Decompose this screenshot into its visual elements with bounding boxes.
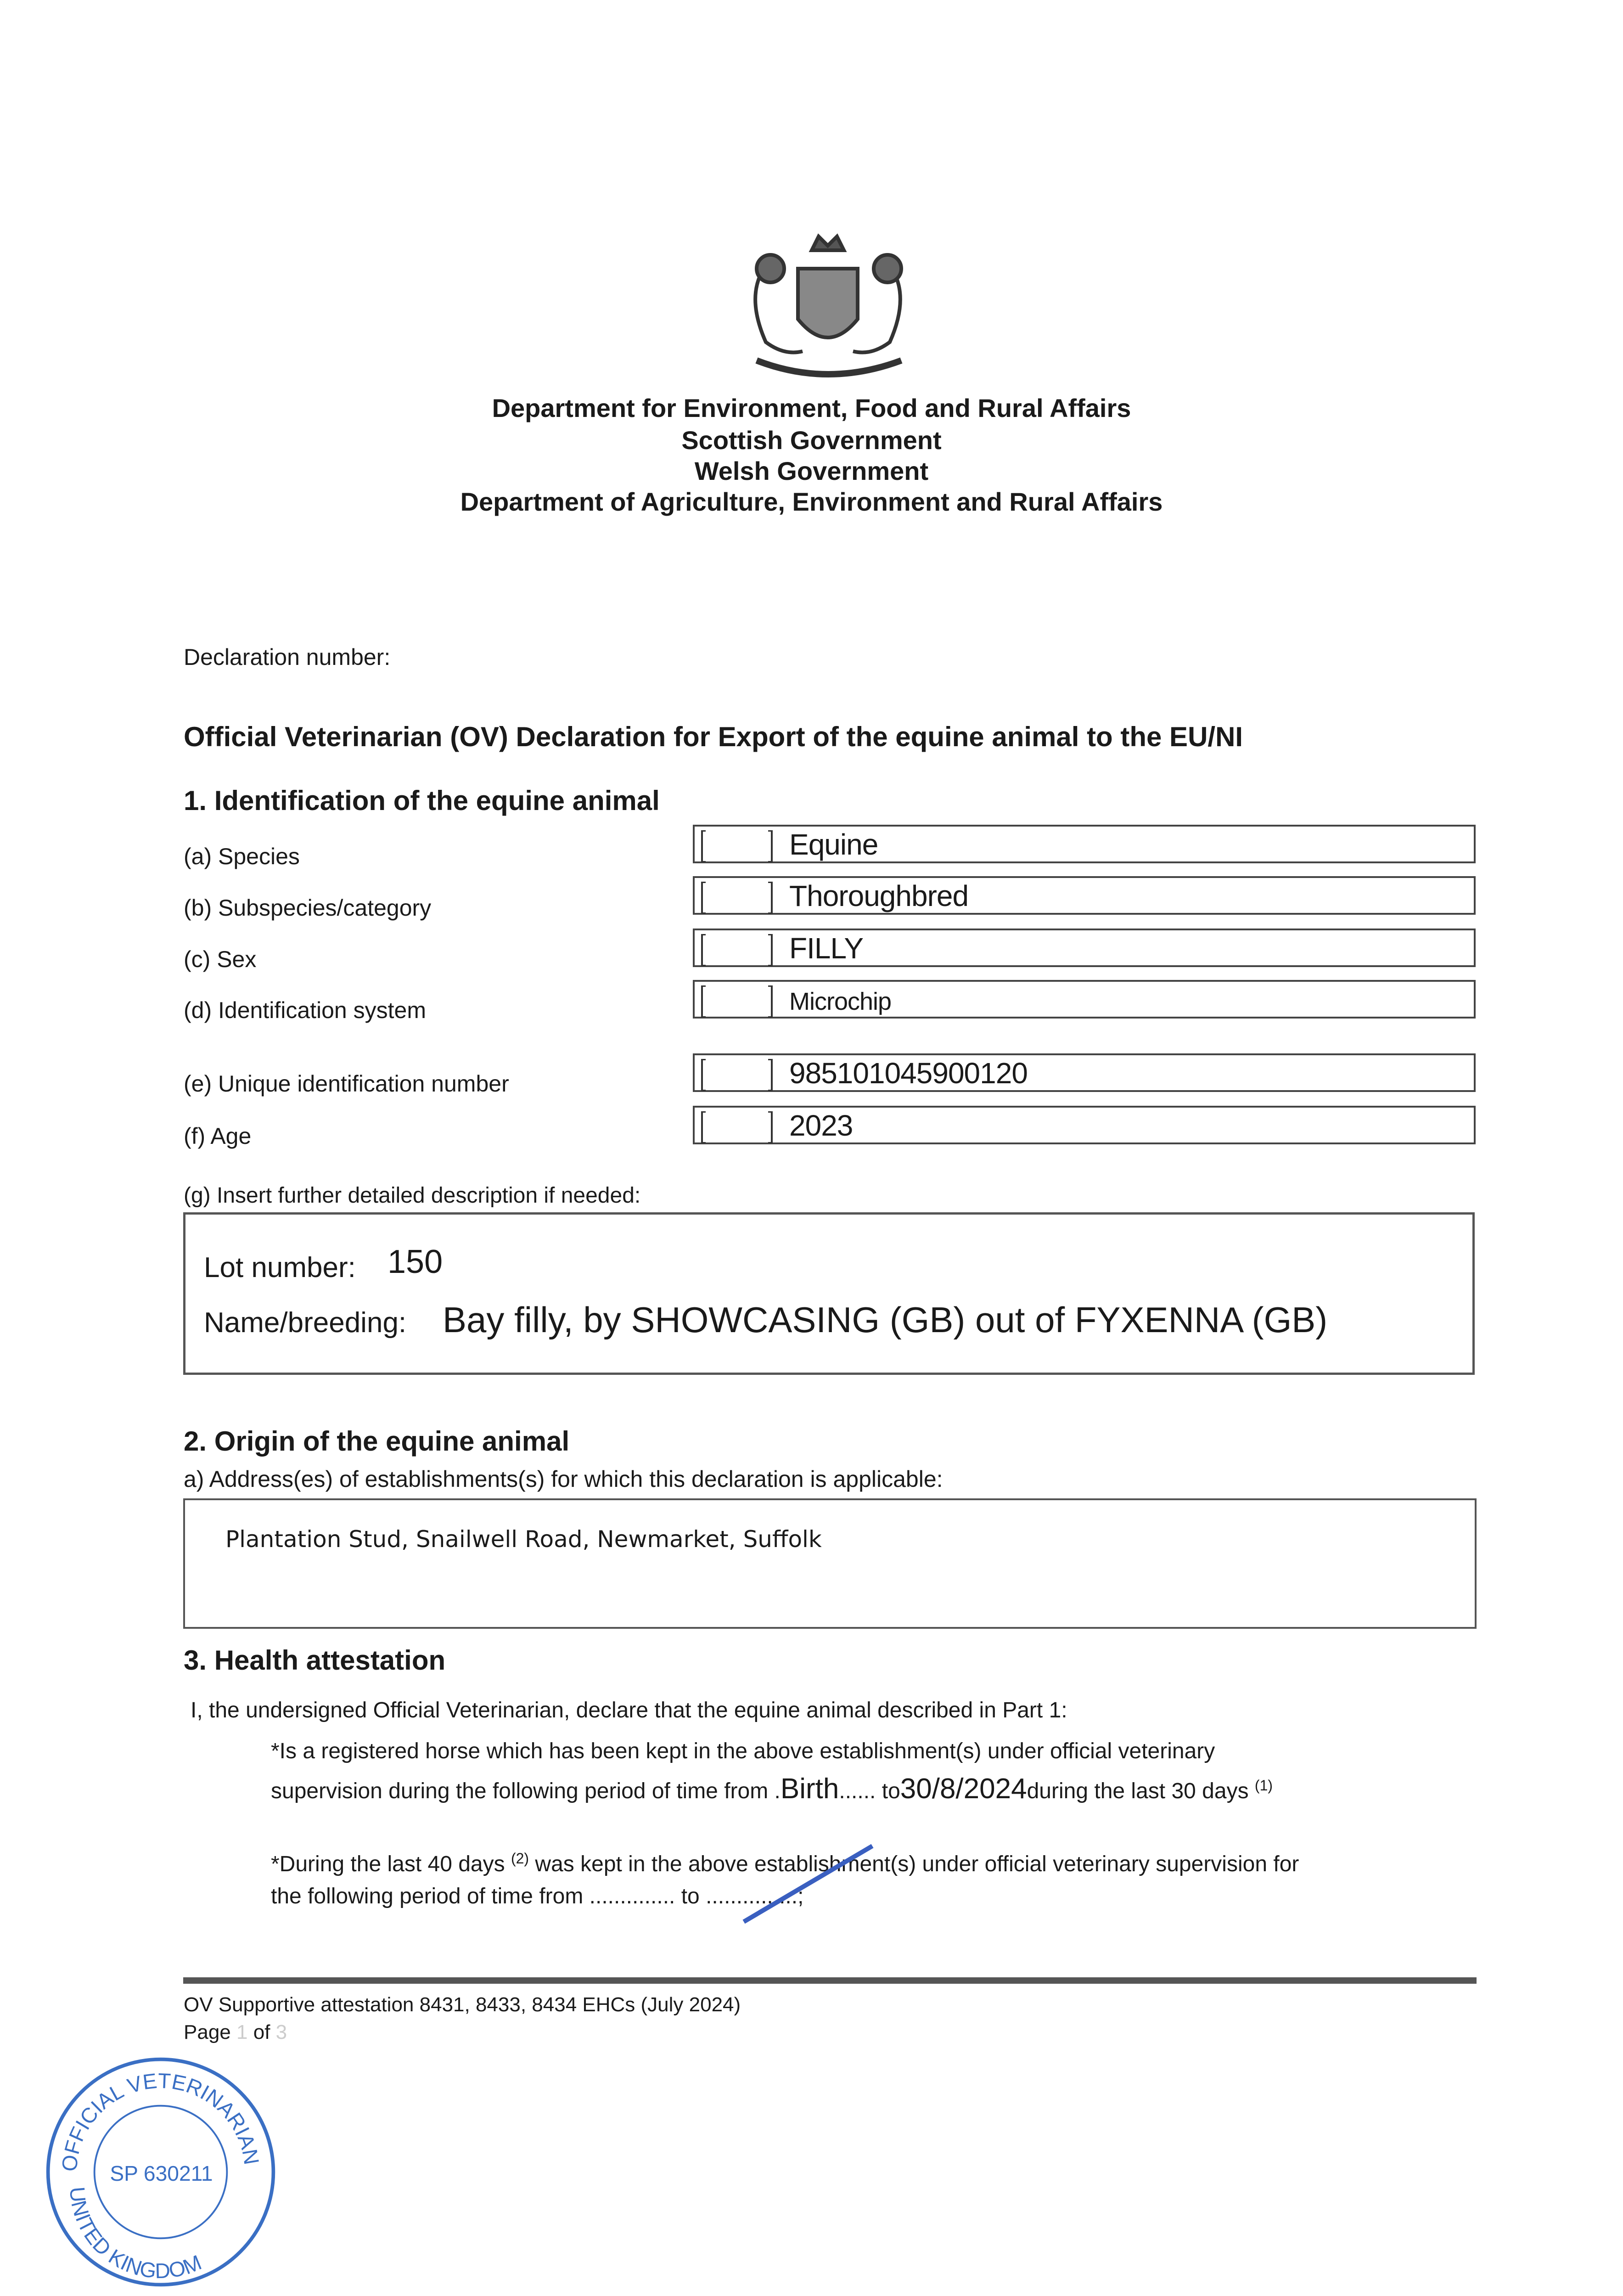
field-value: Equine <box>789 828 878 861</box>
lot-number-label: Lot number: <box>204 1252 356 1283</box>
field-label: (d) Identification system <box>184 997 426 1023</box>
unique-id-field <box>693 1053 1476 1092</box>
strike-through-mark <box>735 1837 882 1929</box>
section-2-subheading: a) Address(es) of establishments(s) for which this declaration is applicable: <box>184 1466 943 1492</box>
field-value: Microchip <box>789 988 892 1015</box>
section-1-heading: 1. Identification of the equine animal <box>184 785 660 816</box>
header-line: Scottish Government <box>681 426 942 455</box>
footnote-ref: (1) <box>1254 1777 1273 1794</box>
text: was kept in the above establishment(s) under official veterinary supervision for <box>535 1852 1299 1876</box>
address-value: Plantation Stud, Snailwell Road, Newmarket, Suffolk <box>225 1526 822 1553</box>
page-number: 1 <box>236 2021 248 2043</box>
stamp-bottom-text: UNITED KINGDOM <box>65 2186 205 2283</box>
attestation-2-line2: the following period of time from .............. to ...............; <box>271 1884 804 1908</box>
field-value: 2023 <box>789 1109 853 1142</box>
attestation-1-line2 <box>271 1773 1273 1808</box>
field-label: (b) Subspecies/category <box>184 895 432 921</box>
field-label: (a) Species <box>184 844 300 869</box>
footer-divider <box>183 1977 1477 1984</box>
field-label: (f) Age <box>184 1123 252 1149</box>
stamp-top-text: OFFICIAL VETERINARIAN <box>57 2068 264 2172</box>
field-value: 985101045900120 <box>789 1057 1028 1090</box>
name-breeding-value: Bay filly, by SHOWCASING (GB) out of FYXENNA (GB) <box>443 1300 1328 1340</box>
royal-coat-of-arms <box>734 232 924 386</box>
section-2-heading: 2. Origin of the equine animal <box>184 1426 570 1457</box>
page-label: Page <box>184 2021 231 2043</box>
text: *During the last 40 days <box>271 1852 505 1876</box>
of-label: of <box>253 2021 270 2043</box>
name-breeding-label: Name/breeding: <box>204 1307 407 1339</box>
section-3-heading: 3. Health attestation <box>184 1645 446 1676</box>
further-description-label: (g) Insert further detailed description if needed: <box>184 1183 641 1208</box>
text: supervision during the following period of time from . <box>271 1779 781 1803</box>
further-description-box <box>183 1212 1475 1375</box>
to-value: 30/8/2024 <box>900 1773 1027 1805</box>
subspecies-field <box>693 876 1476 915</box>
from-value: Birth <box>780 1773 839 1805</box>
page-indicator <box>184 2020 287 2044</box>
lot-number-value: 150 <box>387 1244 443 1280</box>
attestation-1-line1: *Is a registered horse which has been kept in the above establishment(s) under official veterinary <box>271 1739 1215 1763</box>
species-field <box>693 825 1476 863</box>
header-line: Department for Environment, Food and Rural Affairs <box>492 394 1131 422</box>
official-veterinarian-stamp <box>44 2055 278 2289</box>
field-label: (c) Sex <box>184 946 257 972</box>
field-label: (e) Unique identification number <box>184 1071 509 1097</box>
header-line: Welsh Government <box>694 456 929 485</box>
identification-system-field <box>693 980 1476 1019</box>
text: ...... to <box>839 1779 900 1803</box>
stamp-number: SP 630211 <box>110 2161 213 2186</box>
field-value: Thoroughbred <box>789 879 969 912</box>
footer-text: OV Supportive attestation 8431, 8433, 8434 EHCs (July 2024) <box>184 1993 741 2016</box>
attestation-intro: I, the undersigned Official Veterinarian, declare that the equine animal described in Part 1: <box>191 1698 1067 1722</box>
footnote-ref: (2) <box>511 1850 529 1867</box>
page-title: Official Veterinarian (OV) Declaration for Export of the equine animal to the EU/NI <box>184 721 1243 752</box>
field-value: FILLY <box>789 932 863 965</box>
page-total: 3 <box>275 2021 287 2043</box>
age-field <box>693 1106 1476 1144</box>
header-line: Department of Agriculture, Environment and Rural Affairs <box>460 487 1163 516</box>
text: during the last 30 days <box>1027 1779 1249 1803</box>
address-box <box>183 1498 1477 1629</box>
sex-field <box>693 929 1476 967</box>
declaration-number-label: Declaration number: <box>184 644 391 670</box>
